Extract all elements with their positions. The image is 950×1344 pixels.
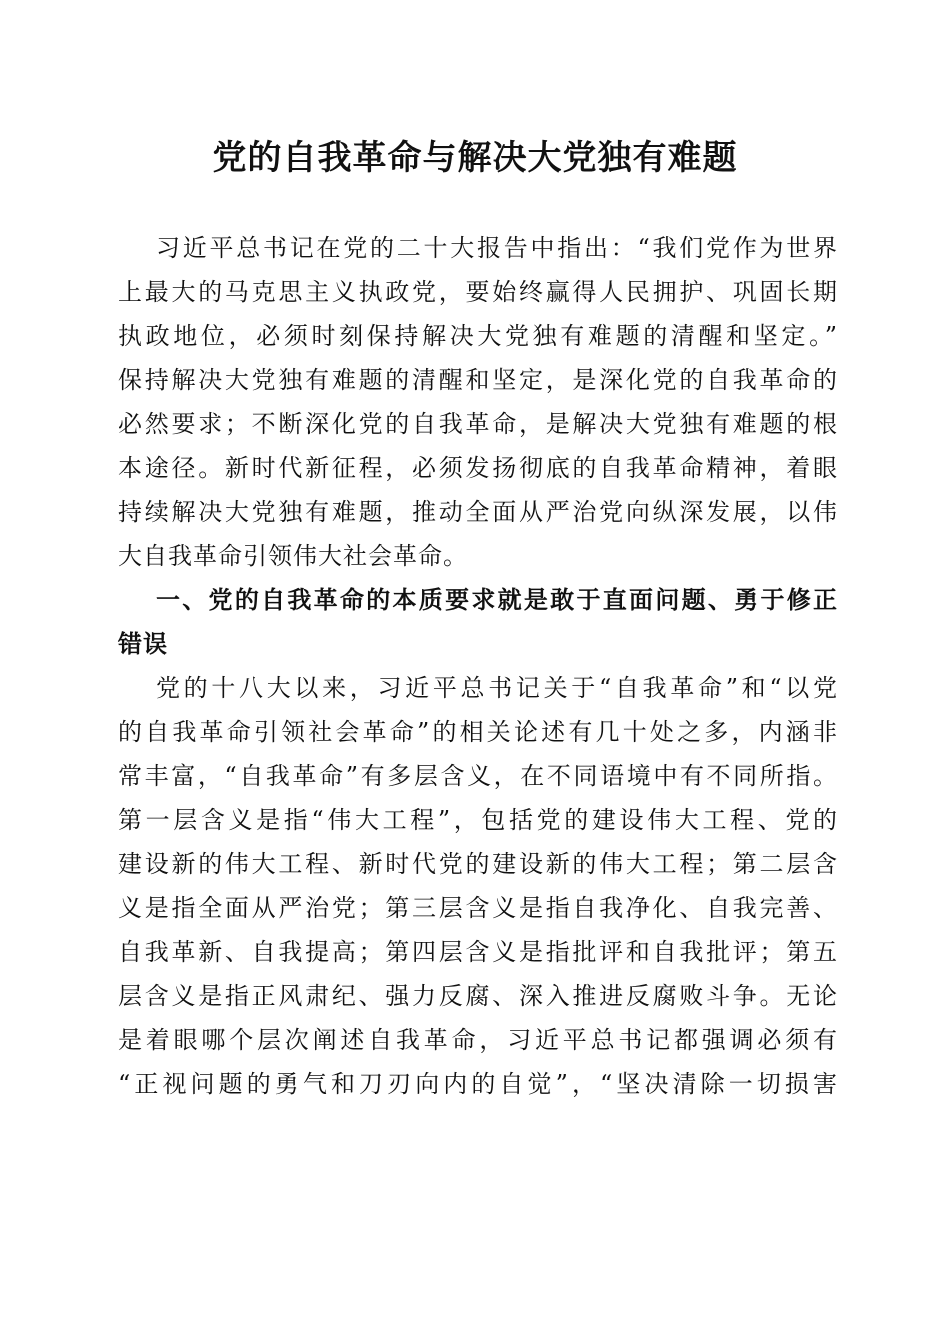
text-line: 党的十八大以来，习近平总书记关于“自我革命”和“以党	[156, 674, 838, 702]
paragraph-intro	[118, 226, 838, 578]
text-line: 自我革新、自我提高；第四层含义是指批评和自我批评；第五	[118, 938, 838, 966]
text-line: 大自我革命引领伟大社会革命。	[118, 542, 468, 570]
text-line: “正视问题的勇气和刀刃向内的自觉”，“坚决清除一切损害	[118, 1070, 838, 1098]
text-line: 层含义是指正风肃纪、强力反腐、深入推进反腐败斗争。无论	[118, 982, 838, 1010]
text-line: 是着眼哪个层次阐述自我革命，习近平总书记都强调必须有	[118, 1026, 838, 1054]
text-line: 的自我革命引领社会革命”的相关论述有几十处之多，内涵非	[118, 718, 838, 746]
text-line: 执政地位，必须时刻保持解决大党独有难题的清醒和坚定。”	[118, 322, 838, 350]
text-line: 本途径。新时代新征程，必须发扬彻底的自我革命精神，着眼	[118, 454, 838, 482]
paragraph-self-revolution	[118, 666, 838, 1106]
text-line: 持续解决大党独有难题，推动全面从严治党向纵深发展，以伟	[118, 498, 838, 526]
text-line: 建设新的伟大工程、新时代党的建设新的伟大工程；第二层含	[118, 850, 838, 878]
text-line: 上最大的马克思主义执政党，要始终赢得人民拥护、巩固长期	[118, 278, 838, 306]
section-heading-1	[118, 578, 838, 666]
text-line: 常丰富，“自我革命”有多层含义，在不同语境中有不同所指。	[118, 762, 838, 790]
text-line: 第一层含义是指“伟大工程”，包括党的建设伟大工程、党的	[118, 806, 838, 834]
text-line: 保持解决大党独有难题的清醒和坚定，是深化党的自我革命的	[118, 366, 838, 394]
text-line: 义是指全面从严治党；第三层含义是指自我净化、自我完善、	[118, 894, 838, 922]
text-line: 必然要求；不断深化党的自我革命，是解决大党独有难题的根	[118, 410, 838, 438]
heading-line: 错误	[118, 630, 168, 658]
document-body	[118, 226, 838, 1106]
document-title: 党的自我革命与解决大党独有难题	[212, 138, 738, 178]
text-line: 习近平总书记在党的二十大报告中指出：“我们党作为世界	[156, 234, 838, 262]
heading-line: 一、党的自我革命的本质要求就是敢于直面问题、勇于修正	[156, 586, 838, 614]
